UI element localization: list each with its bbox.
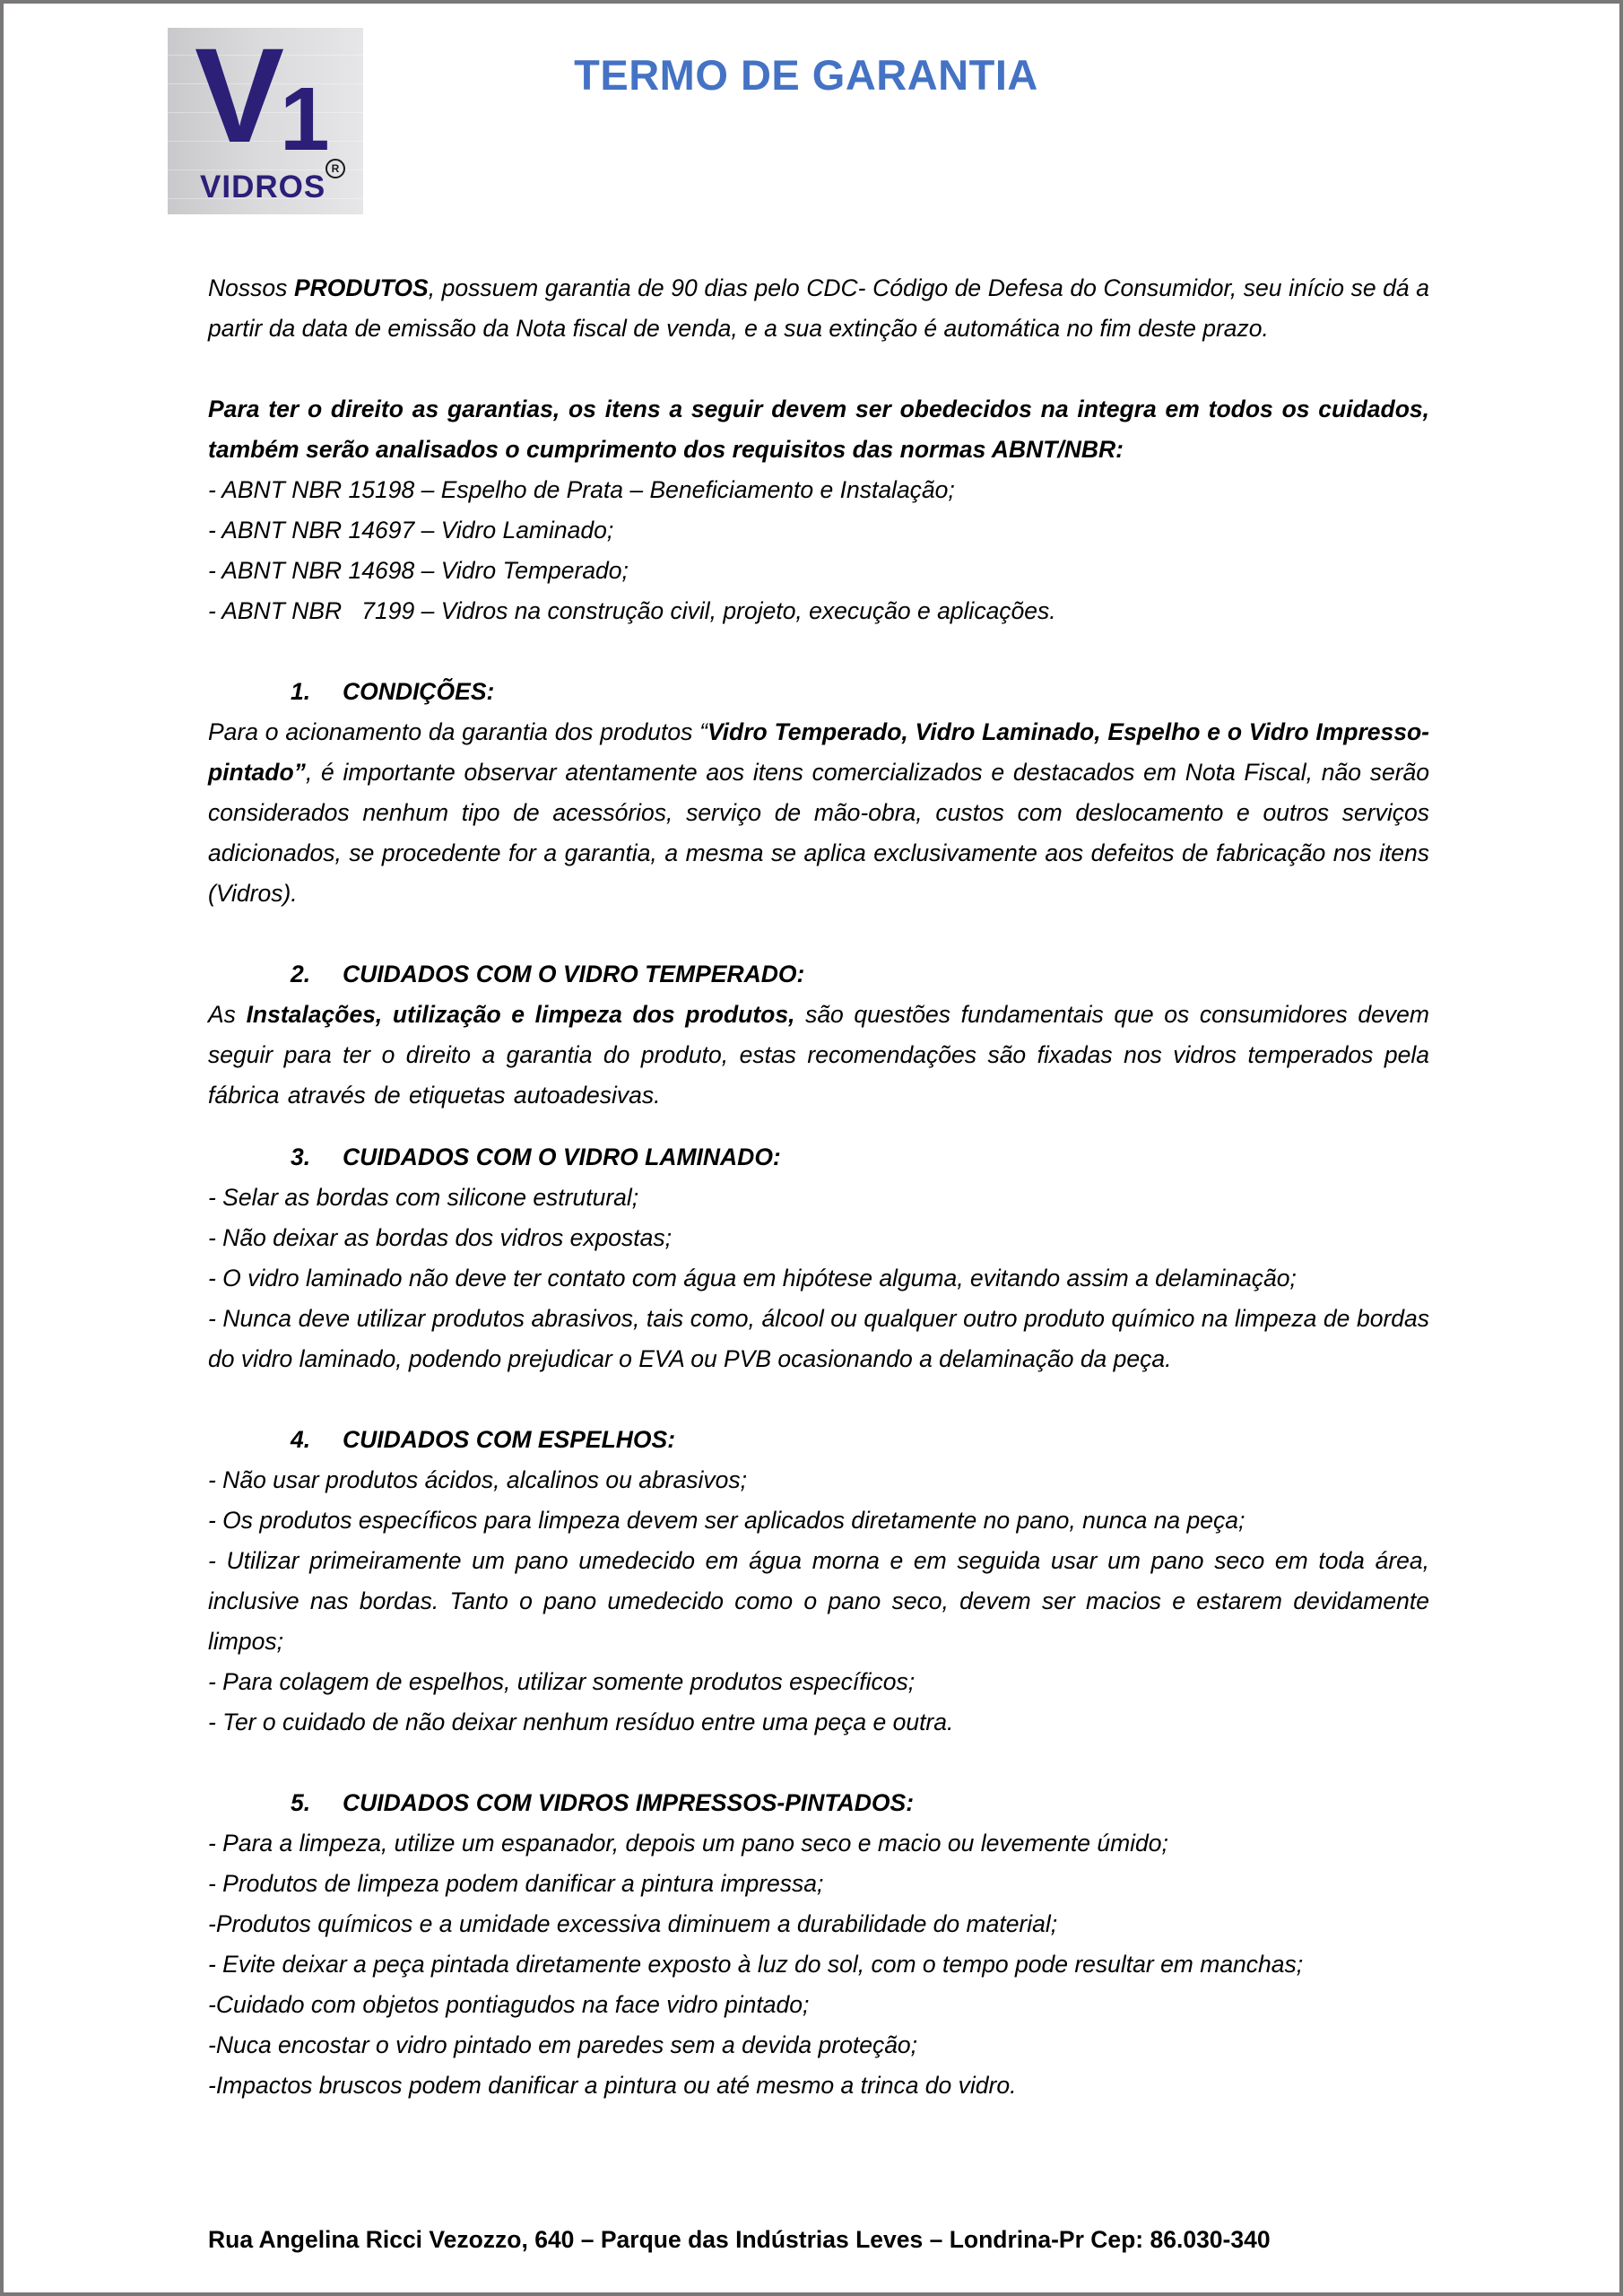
section-paragraph — [208, 712, 1429, 914]
section-title: CUIDADOS COM O VIDRO TEMPERADO: — [343, 961, 805, 987]
section-title: CUIDADOS COM ESPELHOS: — [343, 1426, 676, 1453]
list-item: -Nuca encostar o vidro pintado em paredes sem a devida proteção; — [208, 2031, 918, 2058]
list-item: - Nunca deve utilizar produtos abrasivos, tais como, álcool ou qualquer outro produto químico na limpeza de bordas do vidro laminado, podendo prejudicar o EVA ou PVB ocasionando a delaminação da peça. — [208, 1305, 1429, 1372]
paragraph-bold: Vidro Temperado, Vidro Laminado, Espelho e o Vidro Impresso-pintado” — [208, 718, 1429, 786]
section-title: CUIDADOS COM VIDROS IMPRESSOS-PINTADOS: — [343, 1789, 915, 1816]
logo-wordmark: VIDROS — [200, 170, 326, 204]
list-item: - Não deixar as bordas dos vidros expostas; — [208, 1224, 673, 1251]
list-item: - O vidro laminado não deve ter contato com água em hipótese alguma, evitando assim a delaminação; — [208, 1265, 1297, 1292]
list-item: -Impactos bruscos podem danificar a pintura ou até mesmo a trinca do vidro. — [208, 2072, 1017, 2099]
company-logo — [168, 28, 363, 214]
section-title: CONDIÇÕES: — [343, 678, 495, 705]
norm-item: - ABNT NBR 7199 – Vidros na construção civil, projeto, execução e aplicações. — [208, 597, 1056, 624]
section-number: 4. — [291, 1426, 311, 1453]
list-item: - Os produtos específicos para limpeza devem ser aplicados diretamente no pano, nunca na peça; — [208, 1507, 1245, 1534]
list-item: - Para a limpeza, utilize um espanador, depois um pano seco e macio ou levemente úmido; — [208, 1830, 1168, 1857]
section-number: 1. — [291, 678, 311, 705]
footer-address: Rua Angelina Ricci Vezozzo, 640 – Parque das Indústrias Leves – Londrina-Pr Cep: 86.030-340 — [208, 2226, 1271, 2253]
list-item: - Selar as bordas com silicone estrutural; — [208, 1184, 639, 1211]
intro-suffix: , possuem garantia de 90 dias pelo CDC- Código de Defesa do Consumidor, seu início se dá a partir da data de emissão da Nota fiscal de venda, e a sua extinção é automática no fim deste prazo. — [208, 274, 1430, 342]
requirements-heading: Para ter o direito as garantias, os itens a seguir devem ser obedecidos na integra em todos os cuidados, também serão analisados o cumprimento dos requisitos das normas ABNT/NBR: — [208, 396, 1429, 463]
section-title: CUIDADOS COM O VIDRO LAMINADO: — [343, 1144, 781, 1170]
section-number: 3. — [291, 1144, 311, 1170]
intro-bold: PRODUTOS — [293, 274, 429, 301]
registered-trademark-icon: R — [325, 159, 345, 178]
section-heading-vidros-impressos-pintados — [208, 1783, 1429, 1823]
paragraph-text: são questões fundamentais que os consumidores devem seguir para ter o direito a garantia do produto, estas recomendações são fixadas nos vidros temperados pela fábrica através de etiquetas autoadesivas. — [208, 1001, 1429, 1109]
document-body — [208, 268, 1429, 2106]
intro-prefix: Nossos — [208, 274, 294, 301]
list-item: - Para colagem de espelhos, utilizar somente produtos específicos; — [208, 1668, 916, 1695]
section-heading-vidro-temperado — [208, 954, 1429, 995]
section-paragraph — [208, 995, 1429, 1116]
logo-number: 1 — [280, 69, 330, 170]
intro-paragraph — [208, 268, 1429, 349]
norm-item: - ABNT NBR 14697 – Vidro Laminado; — [208, 517, 614, 544]
list-item: - Produtos de limpeza podem danificar a pintura impressa; — [208, 1870, 824, 1897]
list-item: - Não usar produtos ácidos, alcalinos ou abrasivos; — [208, 1466, 747, 1493]
paragraph-text: , é importante observar atentamente aos itens comercializados e destacados em Nota Fiscal, não serão considerados nenhum tipo de acessórios, serviço de mão-obra, custos com deslocamento e outros serviços adicionados, se procedente for a garantia, a mesma se aplica exclusivamente aos defeitos de fabricação nos itens (Vidros). — [208, 759, 1429, 907]
document-title: TERMO DE GARANTIA — [574, 51, 1038, 99]
paragraph-text: As — [208, 1001, 247, 1028]
paragraph-bold: Instalações, utilização e limpeza dos produtos, — [246, 1001, 795, 1028]
paragraph-text: Para o acionamento da garantia dos produtos “ — [208, 718, 707, 745]
norm-item: - ABNT NBR 14698 – Vidro Temperado; — [208, 557, 629, 584]
list-item: - Ter o cuidado de não deixar nenhum resíduo entre uma peça e outra. — [208, 1709, 954, 1735]
logo-mark: V — [195, 28, 282, 170]
section-heading-espelhos — [208, 1420, 1429, 1460]
list-item: - Evite deixar a peça pintada diretamente exposto à luz do sol, com o tempo pode resultar em manchas; — [208, 1951, 1304, 1978]
section-number: 5. — [291, 1789, 311, 1816]
list-item: -Cuidado com objetos pontiagudos na face vidro pintado; — [208, 1991, 810, 2018]
norm-item: - ABNT NBR 15198 – Espelho de Prata – Beneficiamento e Instalação; — [208, 476, 955, 503]
list-item: - Utilizar primeiramente um pano umedecido em água morna e em seguida usar um pano seco em toda área, inclusive nas bordas. Tanto o pano umedecido como o pano seco, devem ser macios e estarem devidamente limpos; — [208, 1547, 1429, 1655]
section-number: 2. — [291, 961, 311, 987]
section-heading-condicoes — [208, 672, 1429, 712]
section-heading-vidro-laminado — [208, 1137, 1429, 1178]
list-item: -Produtos químicos e a umidade excessiva diminuem a durabilidade do material; — [208, 1910, 1058, 1937]
